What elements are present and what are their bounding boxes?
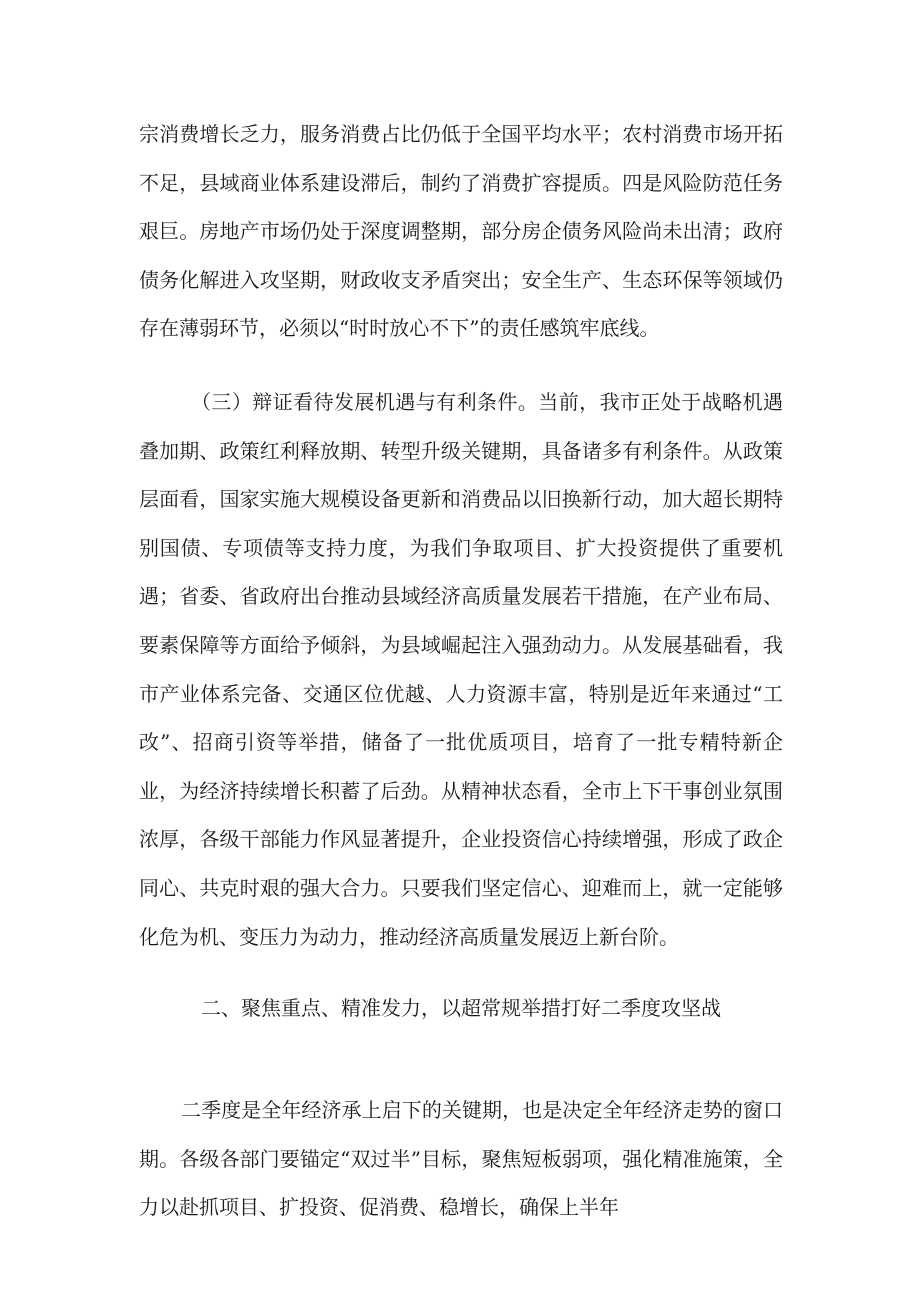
paragraph-second-quarter: 二季度是全年经济承上启下的关键期，也是决定全年经济走势的窗口期。各级各部门要锚定“双过半”目标，聚焦短板弱项，强化精准施策，全力以赴抓项目、扩投资、促消费、稳增长，确保上半年 (139, 1098, 783, 1220)
paragraph-opportunities: （三）辩证看待发展机遇与有利条件。当前，我市正处于战略机遇叠加期、政策红利释放期、转型升级关键期，具备诸多有利条件。从政策层面看，国家实施大规模设备更新和消费品以旧换新行动，加大超长期特别国债、专项债等支持力度，为我们争取项目、扩大投资提供了重要机遇；省委、省政府出台推动县域经济高质量发展若干措施，在产业布局、要素保障等方面给予倾斜，为县域崛起注入强劲动力。从发展基础看，我市产业体系完备、交通区位优越、人力资源丰富，特别是近年来通过“工改”、招商引资等举措，储备了一批优质项目，培育了一批专精特新企业，为经济持续增长积蓄了后劲。从精神状态看，全市上下干事创业氛围浓厚，各级干部能力作风显著提升，企业投资信心持续增强，形成了政企同心、共克时艰的强大合力。只要我们坚定信心、迎难而上，就一定能够化危为机、变压力为动力，推动经济高质量发展迈上新台阶。 (139, 390, 783, 949)
section-heading-two: 二、聚焦重点、精准发力，以超常规举措打好二季度攻坚战 (201, 996, 721, 1020)
paragraph-risk-continuation: 宗消费增长乏力，服务消费占比仍低于全国平均水平；农村消费市场开拓不足，县域商业体系建设滞后，制约了消费扩容提质。四是风险防范任务艰巨。房地产市场仍处于深度调整期，部分房企债务风险尚未出清；政府债务化解进入攻坚期，财政收支矛盾突出；安全生产、生态环保等领域仍存在薄弱环节，必须以“时时放心不下”的责任感筑牢底线。 (139, 122, 783, 341)
